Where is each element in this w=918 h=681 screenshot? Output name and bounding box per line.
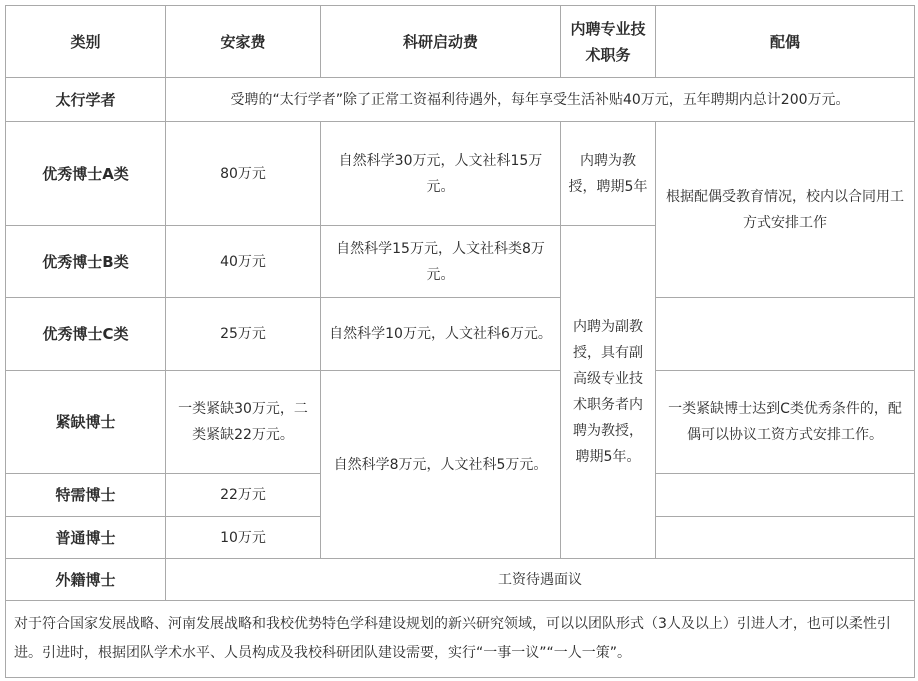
table-row-doctor-a — [6, 122, 915, 226]
category-doctor-a: 优秀博士A类 — [6, 122, 166, 226]
table-row-footer-note — [6, 601, 915, 678]
table-row-taihang — [6, 78, 915, 122]
category-taihang: 太行学者 — [6, 78, 166, 122]
header-category: 类别 — [6, 6, 166, 78]
spouse-special — [656, 474, 915, 517]
research-fee-doctor-c: 自然科学10万元，人文社科6万元。 — [321, 298, 561, 371]
header-research-fee: 科研启动费 — [321, 6, 561, 78]
spouse-doctor-a-b: 根据配偶受教育情况，校内以合同用工方式安排工作 — [656, 122, 915, 298]
settle-fee-shortage: 一类紧缺30万元，二类紧缺22万元。 — [166, 371, 321, 474]
research-fee-shortage-special-ordinary: 自然科学8万元，人文社科5万元。 — [321, 371, 561, 559]
category-shortage: 紧缺博士 — [6, 371, 166, 474]
spouse-ordinary — [656, 517, 915, 559]
category-special: 特需博士 — [6, 474, 166, 517]
table-row-doctor-c — [6, 298, 915, 371]
header-spouse: 配偶 — [656, 6, 915, 78]
category-foreign: 外籍博士 — [6, 559, 166, 601]
settle-fee-ordinary: 10万元 — [166, 517, 321, 559]
spouse-shortage: 一类紧缺博士达到C类优秀条件的，配偶可以协议工资方式安排工作。 — [656, 371, 915, 474]
position-doctor-a: 内聘为教授，聘期5年 — [561, 122, 656, 226]
research-fee-doctor-a: 自然科学30万元，人文社科15万元。 — [321, 122, 561, 226]
header-position: 内聘专业技术职务 — [561, 6, 656, 78]
footer-note: 对于符合国家发展战略、河南发展战略和我校优势特色学科建设规划的新兴研究领域，可以以团队形式（3人及以上）引进人才，也可以柔性引进。引进时，根据团队学术水平、人员构成及我校科研团队建设需要，实行“一事一议”“一人一策”。 — [6, 601, 915, 678]
category-doctor-c: 优秀博士C类 — [6, 298, 166, 371]
table-row-foreign — [6, 559, 915, 601]
talent-policy-table — [5, 5, 915, 678]
settle-fee-doctor-a: 80万元 — [166, 122, 321, 226]
settle-fee-special: 22万元 — [166, 474, 321, 517]
settle-fee-doctor-b: 40万元 — [166, 226, 321, 298]
talent-policy-table-wrapper — [5, 5, 914, 677]
table-row-shortage — [6, 371, 915, 474]
position-doctor-b-to-ordinary: 内聘为副教授，具有副高级专业技术职务者内聘为教授，聘期5年。 — [561, 226, 656, 559]
taihang-description: 受聘的“太行学者”除了正常工资福利待遇外，每年享受生活补贴40万元，五年聘期内总计200万元。 — [166, 78, 915, 122]
category-doctor-b: 优秀博士B类 — [6, 226, 166, 298]
header-row — [6, 6, 915, 78]
settle-fee-doctor-c: 25万元 — [166, 298, 321, 371]
category-ordinary: 普通博士 — [6, 517, 166, 559]
header-settle-fee: 安家费 — [166, 6, 321, 78]
foreign-description: 工资待遇面议 — [166, 559, 915, 601]
spouse-doctor-c — [656, 298, 915, 371]
research-fee-doctor-b: 自然科学15万元，人文社科类8万元。 — [321, 226, 561, 298]
